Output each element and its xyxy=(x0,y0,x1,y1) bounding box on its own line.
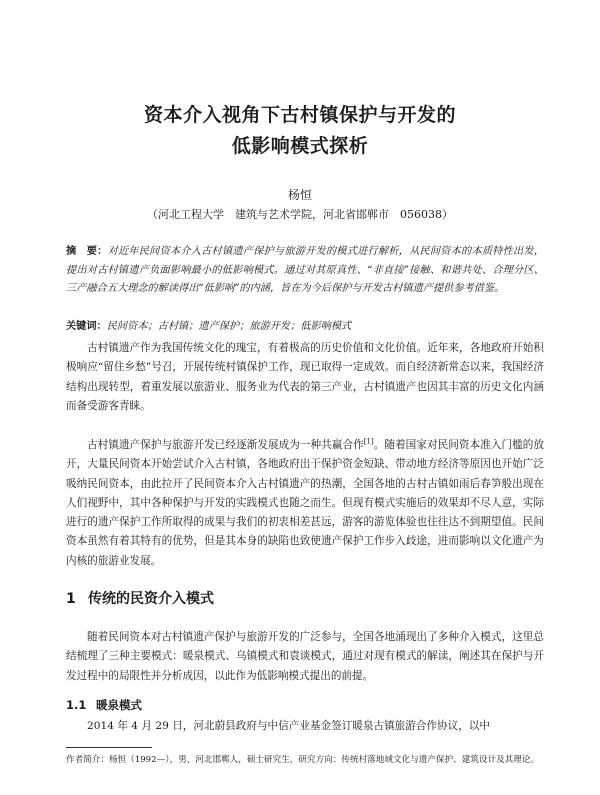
paper-title-line-2: 低影响模式探析 xyxy=(231,135,369,157)
section-1-1-number: 1.1 xyxy=(66,698,87,712)
section-1-1-title: 暖泉模式 xyxy=(96,698,142,712)
paper-title-line-1: 资本介入视角下古村镇保护与开发的 xyxy=(143,104,456,126)
body-paragraph-3: 随着民间资本对古村镇遗产保护与旅游开发的广泛参与，全国各地涌现出了多种介入模式，这里总结梳理了三种主要模式：暖泉模式、乌镇模式和袁谈模式，通过对现有模式的解读，阐述其在保护与开发过程中的局限性并分析成因，以此作为低影响模式提出的前提。 xyxy=(66,631,544,682)
citation-ref-1: [1] xyxy=(363,437,374,446)
footnote-divider xyxy=(66,747,152,748)
body-paragraph-2-part-a: 古村镇遗产保护与旅游开发已经逐渐发展成为一种共赢合作 xyxy=(87,439,364,451)
keywords-text: 民间资本；古村镇；遗产保护；旅游开发；低影响模式 xyxy=(106,321,352,332)
keywords xyxy=(66,318,544,337)
body-paragraph-1: 古村镇遗产作为我国传统文化的瑰宝，有着极高的历史价值和文化价值。近年来，各地政府开始积极响应“留住乡愁”号召，开展传统村镇保护工作，现已取得一定成效。而自经济新常态以来，我国经济结构出现转型，着重发展以旅游业、服务业为代表的第三产业，古村镇遗产也因其丰富的历史文化内涵而备受游客青睐。 xyxy=(66,342,544,412)
abstract-label: 摘 要： xyxy=(66,246,108,257)
keywords-label: 关键词： xyxy=(66,321,107,332)
author-name: 杨恒 xyxy=(287,188,312,202)
abstract xyxy=(66,243,544,299)
section-1-1-heading xyxy=(66,697,142,713)
body-paragraph-2 xyxy=(66,436,544,571)
section-1-number: 1 xyxy=(66,591,76,607)
author-affiliation: （河北工程大学 建筑与艺术学院，河北省邯郸市 056038） xyxy=(147,208,453,221)
abstract-text: 对近年民间资本介入古村镇遗产保护与旅游开发的模式进行解析，从民间资本的本质特性出发，提出对古村镇遗产负面影响最小的低影响模式。通过对其原真性、“非直接”接触、和谐共处、合理分区、三产融合五大理念的解读得出“低影响”的内涵，旨在为今后保护与开发古村镇遗产提供参考借鉴。 xyxy=(66,246,545,294)
author-footnote: 作者简介：杨恒（1992—），男，河北邯郸人，硕士研究生，研究方向：传统村落地域文化与遗产保护、建筑设计及其理论。 xyxy=(66,755,540,765)
body-paragraph-4: 2014 年 4 月 29 日，河北蔚县政府与中信产业基金签订暖泉古镇旅游合作协议，以中 xyxy=(87,720,491,732)
body-paragraph-2-part-b: 。随着国家对民间资本准入门槛的放开，大量民间资本开始尝试介入古村镇，各地政府出于保护资金短缺、带动地方经济等原因也开始广泛吸纳民间资本，由此拉开了民间资本介入古村镇遗产的热潮，全国各地的古村古镇如雨后春笋般出现在人们视野中，其中各种保护与开发的实践模式也随之而生。但现有模式实施后的效果却不尽人意，实际进行的遗产保护工作所取得的成果与我们的初衷相差甚远，游客的游览体验也往往达不到期望值。民间资本虽然有着其特有的优势，但是其本身的缺陷也致使遗产保护工作步入歧途，进而影响以文化遗产为内核的旅游业发展。 xyxy=(66,439,545,567)
section-1-title: 传统的民资介入模式 xyxy=(88,591,214,607)
section-1-heading xyxy=(66,588,214,608)
